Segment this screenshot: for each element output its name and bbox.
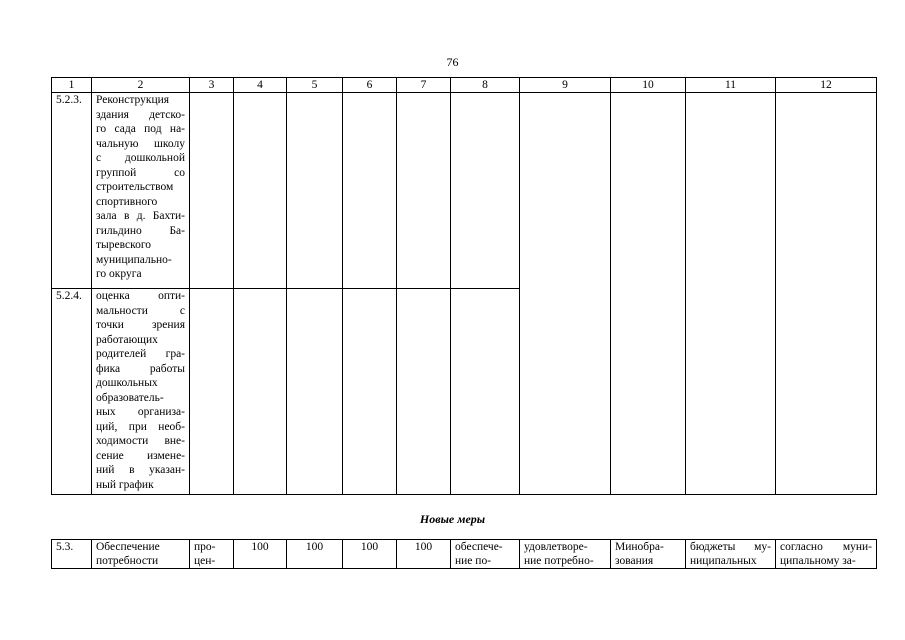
text-line: образователь-: [96, 391, 164, 404]
text-line: сение измене-: [96, 449, 185, 462]
text-line: с дошкольной: [96, 152, 185, 164]
empty-cell: [190, 289, 234, 495]
text-line: бюджеты му-: [690, 541, 771, 553]
text-line: зала в д. Бахти-: [96, 210, 185, 222]
text-line: го округа: [96, 268, 142, 280]
text-line: Реконструкция: [96, 94, 170, 106]
text-line: зования: [615, 555, 654, 567]
cell-6: 100: [343, 540, 397, 569]
header-cell: 8: [451, 78, 520, 93]
header-cell: 3: [190, 78, 234, 93]
text-line: здания детско-: [96, 108, 185, 121]
text-line: ных организа-: [96, 406, 185, 418]
text-line: согласно муни-: [780, 541, 872, 553]
text-line: Обеспечение: [96, 541, 160, 553]
text-line: родителей гра-: [96, 348, 185, 360]
row-number: 5.2.3.: [52, 93, 92, 289]
header-cell: 11: [686, 78, 776, 93]
text-line: про-: [194, 541, 216, 553]
text-line: ние потребно-: [524, 555, 594, 567]
row-number: 5.3.: [52, 540, 92, 569]
table-row: [52, 540, 877, 569]
text-line: тыревского: [96, 239, 152, 251]
cell-11: [686, 540, 776, 569]
header-cell: 7: [397, 78, 451, 93]
section-title: Новые меры: [419, 512, 486, 526]
text-line: чальную школу: [96, 137, 185, 150]
text-line: ций, при необ-: [96, 420, 185, 433]
header-cell: 10: [611, 78, 686, 93]
cell-4: 100: [234, 540, 287, 569]
text-line: Минобра-: [615, 541, 664, 553]
cell-3: [190, 540, 234, 569]
cell-9: [520, 540, 611, 569]
cell-8: [451, 540, 520, 569]
row-number: 5.2.4.: [52, 289, 92, 495]
text-line: дошкольных: [96, 377, 158, 389]
header-cell: 9: [520, 78, 611, 93]
text-line: удовлетворе-: [524, 541, 588, 553]
cell-12: [776, 540, 877, 569]
text-line: ципальному за-: [780, 555, 856, 567]
text-line: ний в указан-: [96, 464, 185, 476]
text-line: го сада под на-: [96, 123, 185, 135]
text-line: работающих: [96, 333, 158, 346]
main-table: [51, 77, 877, 495]
row-description: [92, 289, 190, 495]
text-line: муниципально-: [96, 253, 172, 266]
header-cell: 4: [234, 78, 287, 93]
text-line: ходимости вне-: [96, 435, 185, 447]
new-measures-table: [51, 539, 877, 569]
merged-cell: [686, 93, 776, 495]
empty-cell: [343, 289, 397, 495]
text-line: ный график: [96, 478, 154, 491]
text-line: цен-: [194, 555, 216, 567]
header-cell: 5: [287, 78, 343, 93]
text-line: точки зрения: [96, 319, 185, 331]
empty-cell: [234, 289, 287, 495]
empty-cell: [287, 289, 343, 495]
empty-cell: [397, 93, 451, 289]
header-cell: 6: [343, 78, 397, 93]
empty-cell: [234, 93, 287, 289]
merged-cell: [776, 93, 877, 495]
empty-cell: [451, 289, 520, 495]
header-cell: 12: [776, 78, 877, 93]
empty-cell: [190, 93, 234, 289]
text-line: группой со: [96, 166, 185, 179]
cell-2: [92, 540, 190, 569]
header-cell: 1: [52, 78, 92, 93]
text-line: обеспече-: [455, 541, 503, 553]
text-line: фика работы: [96, 362, 185, 375]
cell-7: 100: [397, 540, 451, 569]
text-line: ние по-: [455, 555, 492, 567]
text-line: оценка опти-: [96, 290, 185, 302]
cell-5: 100: [287, 540, 343, 569]
empty-cell: [343, 93, 397, 289]
cell-10: [611, 540, 686, 569]
text-line: гильдино Ба-: [96, 224, 185, 237]
header-row: [52, 78, 877, 93]
table-row: [52, 93, 877, 289]
row-description: [92, 93, 190, 289]
text-line: спортивного: [96, 195, 158, 208]
page-number: 76: [446, 55, 459, 69]
empty-cell: [397, 289, 451, 495]
text-line: мальности с: [96, 304, 185, 317]
text-line: строительством: [96, 181, 174, 193]
merged-cell: [520, 93, 611, 495]
text-line: ниципальных: [690, 555, 757, 567]
header-cell: 2: [92, 78, 190, 93]
merged-cell: [611, 93, 686, 495]
empty-cell: [451, 93, 520, 289]
empty-cell: [287, 93, 343, 289]
text-line: потребности: [96, 555, 159, 567]
